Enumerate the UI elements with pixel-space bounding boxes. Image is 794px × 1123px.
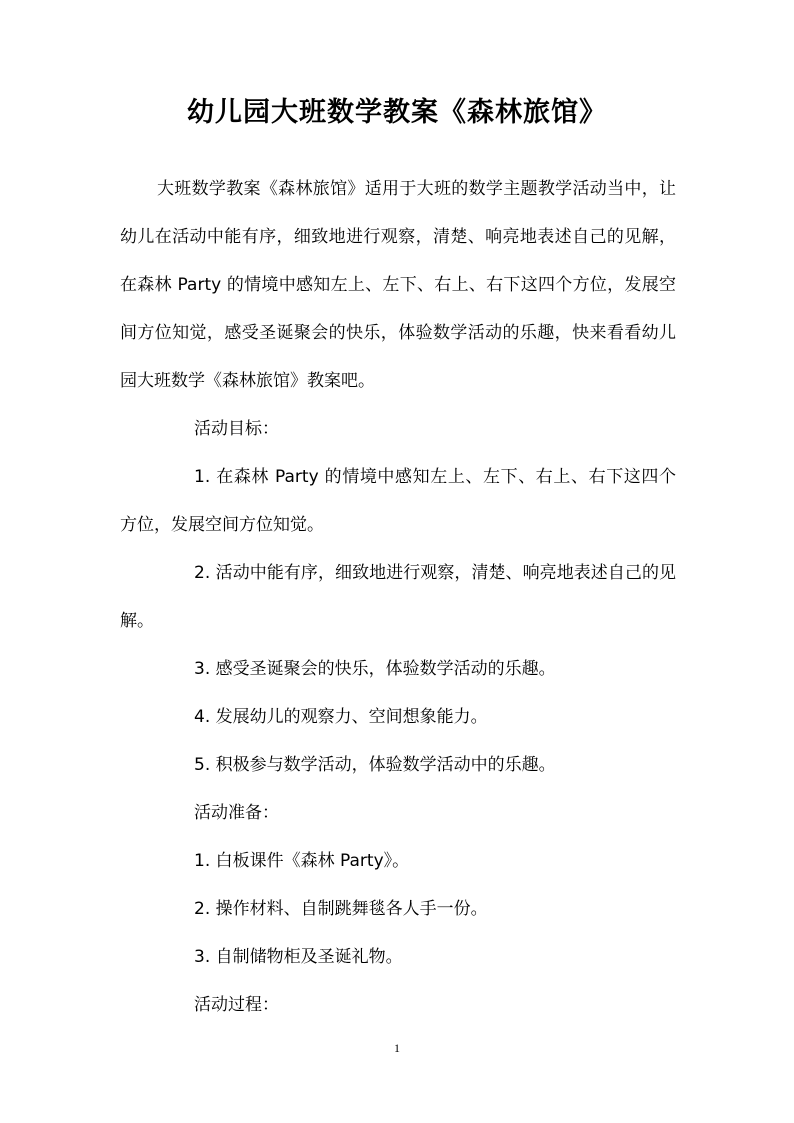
page-number: 1: [394, 1041, 400, 1055]
goal-item: 4. 发展幼儿的观察力、空间想象能力。: [194, 707, 488, 727]
process-heading: 活动过程：: [194, 995, 279, 1015]
document-body: [120, 165, 676, 1029]
goal-item: 3. 感受圣诞聚会的快乐，体验数学活动的乐趣。: [194, 659, 556, 679]
prep-item: 1. 白板课件《森林 Party》。: [194, 851, 410, 871]
goal-item: 5. 积极参与数学活动，体验数学活动中的乐趣。: [194, 755, 556, 775]
document-title: 幼儿园大班数学教案《森林旅馆》: [187, 97, 607, 128]
prep-item: 3. 自制储物柜及圣诞礼物。: [194, 947, 403, 967]
goal-item: 2. 活动中能有序，细致地进行观察，清楚、响亮地表述自己的见解。: [120, 563, 676, 631]
prep-heading: 活动准备：: [194, 803, 279, 823]
goal-item: 1. 在森林 Party 的情境中感知左上、左下、右上、右下这四个方位，发展空间方位知觉。: [120, 467, 676, 535]
prep-item: 2. 操作材料、自制跳舞毯各人手一份。: [194, 899, 488, 919]
goals-heading: 活动目标：: [194, 419, 279, 439]
intro-paragraph: 大班数学教案《森林旅馆》适用于大班的数学主题教学活动当中，让幼儿在活动中能有序，细致地进行观察，清楚、响亮地表述自己的见解，在森林 Party 的情境中感知左上、左下、右上、右下这四个方位，发展空间方位知觉，感受圣诞聚会的快乐，体验数学活动的乐趣，快来看看幼儿园大班数学《森林旅馆》教案吧。: [120, 179, 676, 391]
